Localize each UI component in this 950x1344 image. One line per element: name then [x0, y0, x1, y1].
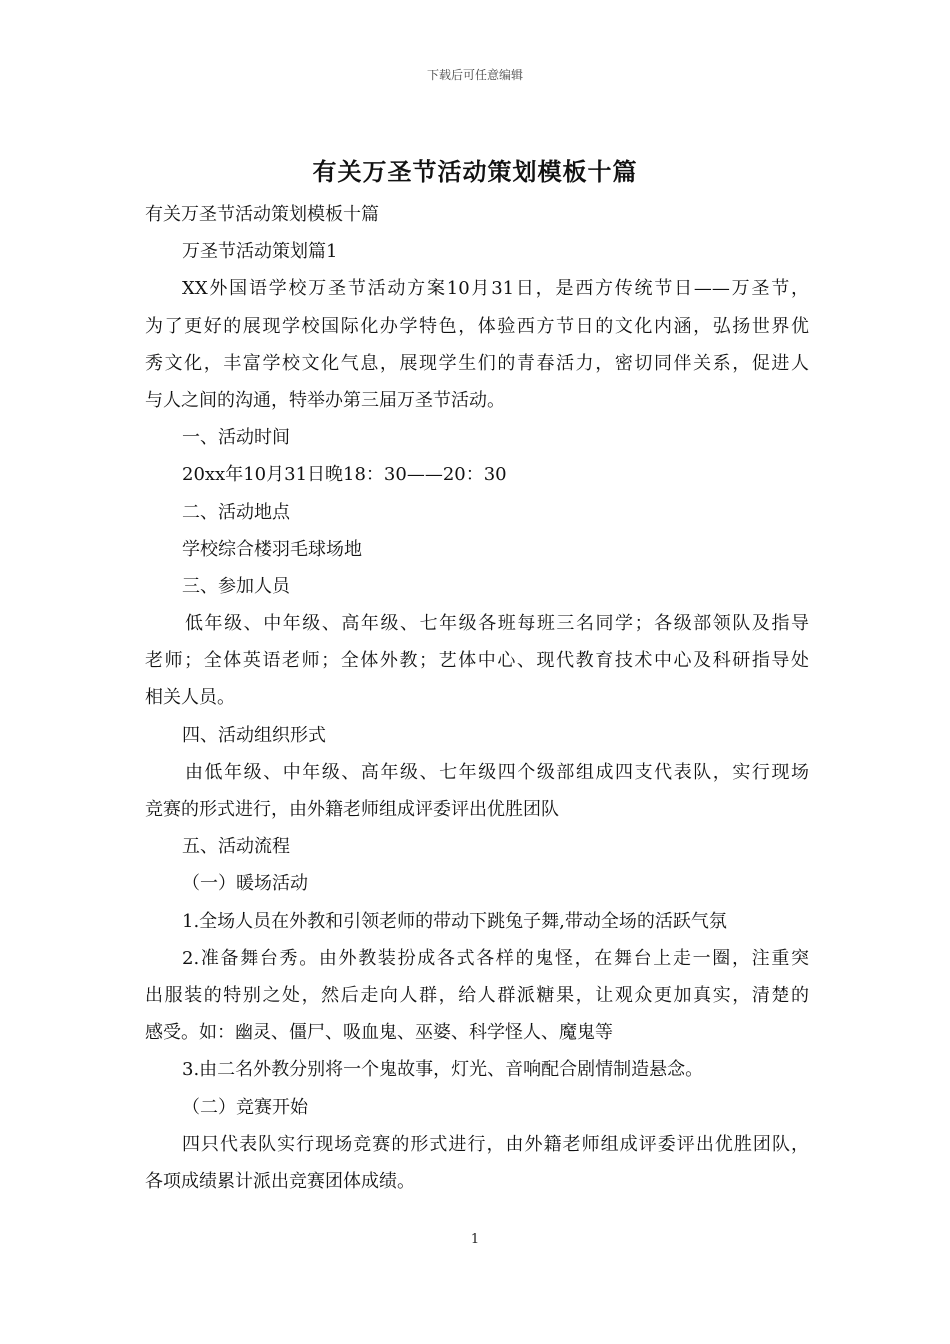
- text-line: 由低年级、中年级、高年级、七年级四个级部组成四支代表队，实行现场: [185, 761, 809, 783]
- text-line: 二、活动地点: [182, 501, 290, 523]
- text-line: 感受。如：幽灵、僵尸、吸血鬼、巫婆、科学怪人、魔鬼等: [145, 1022, 613, 1044]
- page-number: 1: [470, 1232, 480, 1247]
- text-line: 秀文化，丰富学校文化气息，展现学生们的青春活力，密切同伴关系，促进人: [145, 352, 809, 374]
- text-line: （二）竞赛开始: [182, 1096, 308, 1118]
- text-line: 相关人员。: [145, 687, 235, 709]
- text-line: 20xx年10月31日晚18：30——20：30: [182, 464, 507, 486]
- text-line: XX外国语学校万圣节活动方案10月31日，是西方传统节日——万圣节，: [182, 278, 809, 300]
- text-line: 老师；全体英语老师；全体外教；艺体中心、现代教育技术中心及科研指导处: [145, 650, 809, 672]
- text-line: 2.准备舞台秀。由外教装扮成各式各样的鬼怪，在舞台上走一圈，注重突: [182, 947, 809, 969]
- page-header: 下载后可任意编辑: [426, 68, 523, 82]
- text-line: 四、活动组织形式: [182, 724, 326, 746]
- document-body: [145, 196, 809, 1200]
- text-line: 与人之间的沟通，特举办第三届万圣节活动。: [145, 389, 505, 411]
- text-line: 五、活动流程: [182, 836, 290, 858]
- text-line: 为了更好的展现学校国际化办学特色，体验西方节日的文化内涵，弘扬世界优: [145, 315, 809, 337]
- text-line: 出服装的特别之处，然后走向人群，给人群派糖果，让观众更加真实，清楚的: [145, 984, 809, 1006]
- text-line: 学校综合楼羽毛球场地: [182, 538, 362, 560]
- text-line: 3.由二名外教分别将一个鬼故事，灯光、音响配合剧情制造悬念。: [182, 1059, 704, 1081]
- text-line: 一、活动时间: [182, 427, 290, 449]
- text-line: 1.全场人员在外教和引领老师的带动下跳兔子舞,带动全场的活跃气氛: [182, 910, 727, 932]
- text-line: 三、参加人员: [182, 575, 290, 597]
- text-line: 竞赛的形式进行，由外籍老师组成评委评出优胜团队: [145, 799, 559, 820]
- text-line: 各项成绩累计派出竞赛团体成绩。: [145, 1170, 415, 1192]
- text-line: 四只代表队实行现场竞赛的形式进行，由外籍老师组成评委评出优胜团队，: [182, 1133, 809, 1155]
- text-line: 有关万圣节活动策划模板十篇: [145, 204, 379, 225]
- document-title: 有关万圣节活动策划模板十篇: [312, 158, 638, 186]
- text-line: 万圣节活动策划篇1: [182, 241, 338, 263]
- text-line: 低年级、中年级、高年级、七年级各班每班三名同学；各级部领队及指导: [185, 613, 809, 635]
- text-line: （一）暖场活动: [182, 873, 308, 895]
